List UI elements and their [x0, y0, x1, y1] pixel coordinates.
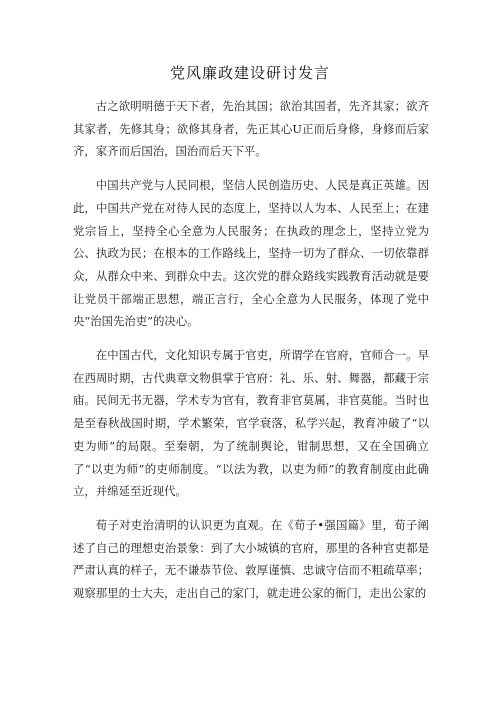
paragraph-2: 中国共产党与人民同根，坚信人民创造历史、人民是真正英雄。因此，中国共产党在对待人民的态度上，坚持以人为本、人民至上；在建党宗旨上，坚持全心全意为人民服务；在执政的理念上，坚持立党为公、执政为民；在根本的工作路线上，坚持一切为了群众、一切依靠群众，从群众中来、到群众中去。这次党的群众路线实践教育活动就是要让党员干部端正思想，端正言行，全心全意为人民服务，体现了党中央“治国先治吏”的决心。	[73, 178, 429, 329]
paragraph-1: 古之欲明明德于天下者，先治其国；欲治其国者，先齐其家；欲齐其家者，先修其身；欲修其身者，先正其心U正而后身修，身修而后家齐，家齐而后国治，国治而后天下平。	[73, 99, 429, 159]
document-title: 党风廉政建设研讨发言	[169, 64, 330, 82]
paragraph-4: 荀子对吏治清明的认识更为直观。在《荀子•强国篇》里，荀子阐述了自己的理想吏治景象：到了大小城镇的官府，那里的各种官吏都是严肃认真的样子，无不谦恭节俭、敦厚谨慎、忠诚守信而不粗疏草率；观察那里的士大夫，走出自己的家门，就走进公家的衙门，走出公家的	[73, 517, 429, 601]
document-body	[73, 95, 429, 605]
paragraph-3: 在中国古代，文化知识专属于官吏，所谓学在官府，官师合一。早在西周时期，古代典章文物俱掌于官府：礼、乐、射、舞器，都藏于宗庙。民间无书无器，学术专为官有，教育非官莫属，非官莫能。当时也是至春秋战国时期，学术繁荣，官学衰落，私学兴起，教育冲破了“以吏为师”的局限。至秦朝，为了统制舆论，钳制思想，又在全国确立了“以吏为师”的吏师制度。“以法为教，以吏为师”的教育制度由此确立，并绵延至近现代。	[73, 348, 429, 499]
